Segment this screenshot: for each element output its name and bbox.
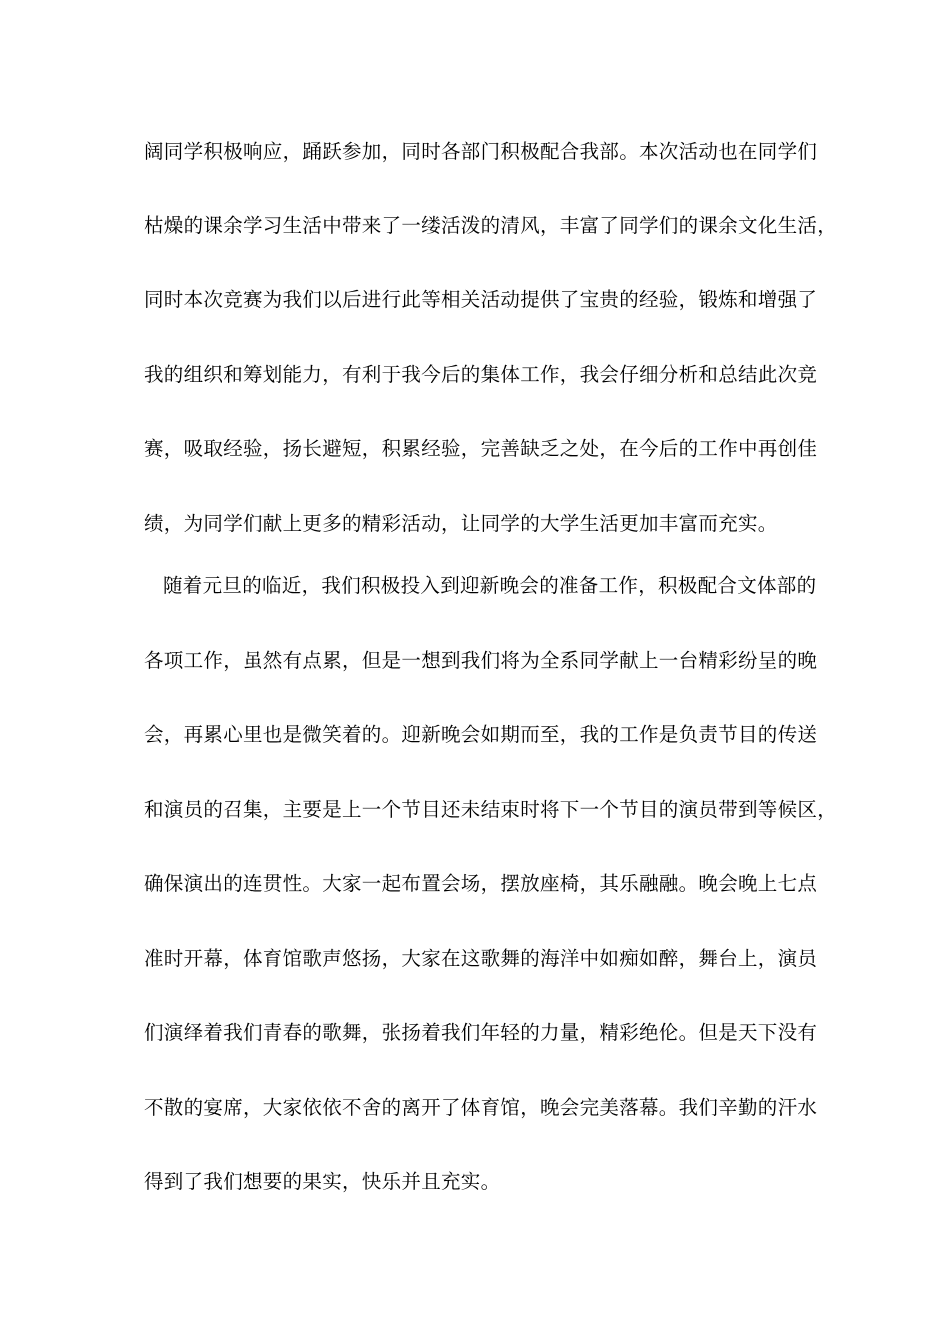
text-line: 各项工作，虽然有点累，但是一想到我们将为全系同学献上一台精彩纷呈的晚 [144,649,818,672]
text-line: 赛，吸取经验，扬长避短，积累经验，完善缺乏之处，在今后的工作中再创佳 [144,437,818,460]
text-line: 会，再累心里也是微笑着的。迎新晚会如期而至，我的工作是负责节目的传送 [144,723,818,746]
text-line: 绩，为同学们献上更多的精彩活动，让同学的大学生活更加丰富而充实。 [144,512,778,535]
text-line: 不散的宴席，大家依依不舍的离开了体育馆，晚会完美落幕。我们辛勤的汗水 [144,1096,818,1119]
paragraph-first-line: 随着元旦的临近，我们积极投入到迎新晚会的准备工作，积极配合文体部的 [163,574,817,597]
text-line: 准时开幕，体育馆歌声悠扬，大家在这歌舞的海洋中如痴如醉，舞台上，演员 [144,947,818,970]
text-line: 确保演出的连贯性。大家一起布置会场，摆放座椅，其乐融融。晚会晚上七点 [144,872,818,895]
text-line: 我的组织和筹划能力，有利于我今后的集体工作，我会仔细分析和总结此次竞 [144,363,818,386]
text-line: 阔同学积极响应，踊跃参加，同时各部门积极配合我部。本次活动也在同学们 [144,140,818,163]
text-line: 得到了我们想要的果实，快乐并且充实。 [144,1170,501,1193]
text-line: 枯燥的课余学习生活中带来了一缕活泼的清风，丰富了同学们的课余文化生活， [144,214,838,237]
text-line: 们演绎着我们青春的歌舞，张扬着我们年轻的力量，精彩绝伦。但是天下没有 [144,1021,818,1044]
text-line: 和演员的召集，主要是上一个节目还未结束时将下一个节目的演员带到等候区， [144,798,838,821]
text-line: 同时本次竞赛为我们以后进行此等相关活动提供了宝贵的经验，锻炼和增强了 [144,288,818,311]
